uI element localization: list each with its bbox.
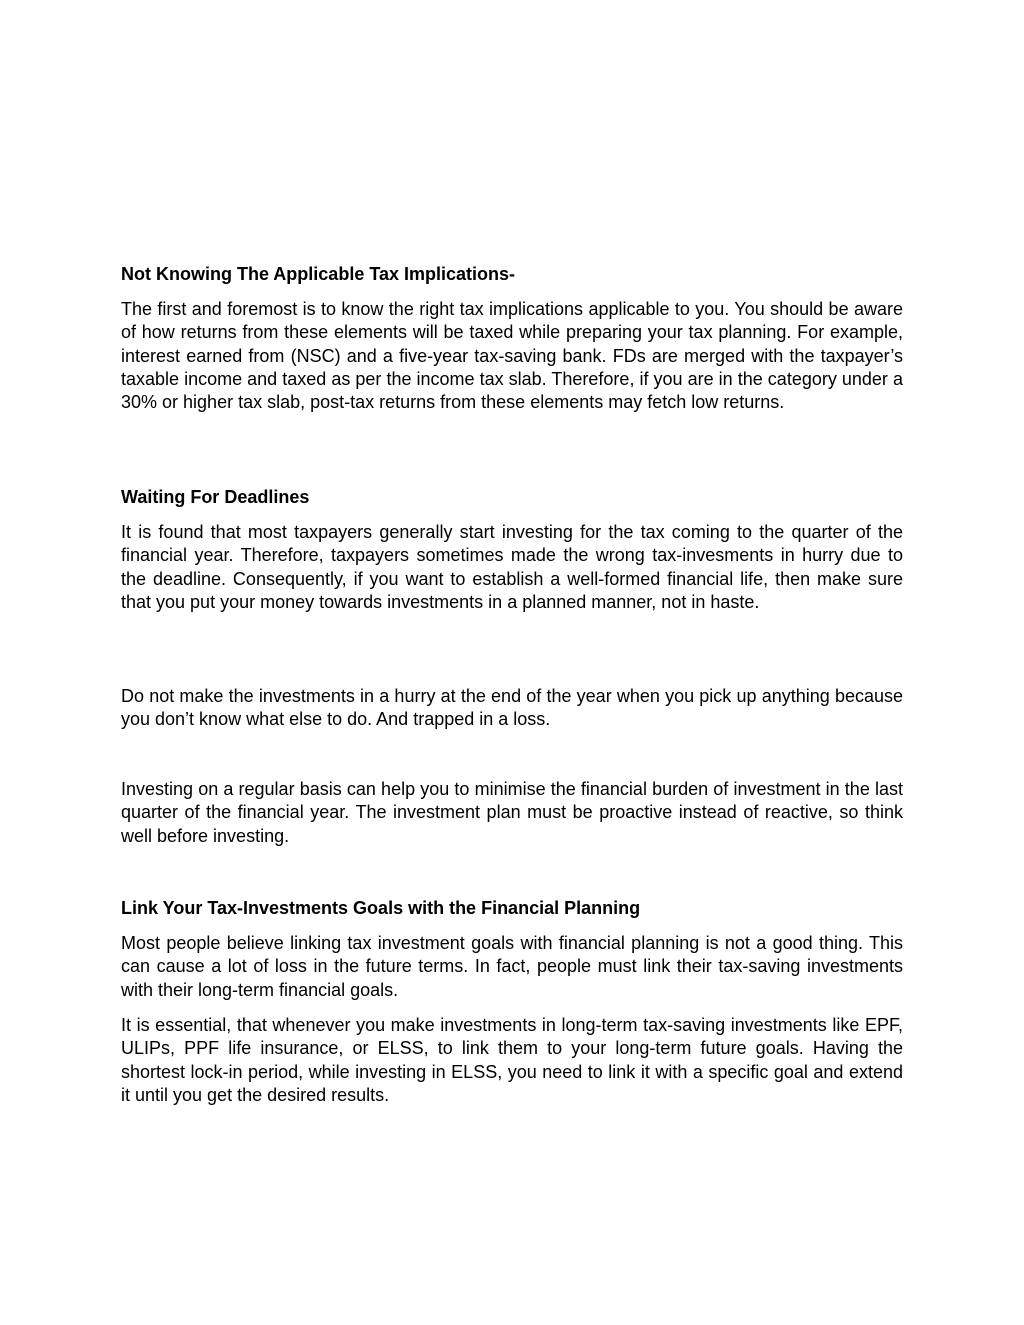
paragraph-tax-implications: The first and foremost is to know the right tax implications applicable to you. You should be aware of how returns from these elements will be taxed while preparing your tax planning. For example, interest earned from (NSC) and a five-year tax-saving bank. FDs are merged with the taxpayer’s taxable income and taxed as per the income tax slab. Therefore, if you are in the category under a 30% or higher tax slab, post-tax returns from these elements may fetch low returns. [121, 299, 903, 413]
section-heading-link-goals: Link Your Tax-Investments Goals with the Financial Planning [121, 898, 641, 918]
section-heading-deadlines: Waiting For Deadlines [121, 487, 310, 507]
paragraph-deadlines-2: Do not make the investments in a hurry at the end of the year when you pick up anything because you don’t know what else to do. And trapped in a loss. [121, 686, 903, 730]
paragraph-link-goals-1: Most people believe linking tax investment goals with financial planning is not a good thing. This can cause a lot of loss in the future terms. In fact, people must link their tax-saving investments with their long-term financial goals. [121, 933, 903, 1000]
section-heading-tax-implications: Not Knowing The Applicable Tax Implications- [121, 264, 516, 284]
paragraph-deadlines-1: It is found that most taxpayers generally start investing for the tax coming to the quarter of the financial year. Therefore, taxpayers sometimes made the wrong tax-invesments in hurry due to the deadline. Consequently, if you want to establish a well-formed financial life, then make sure that you put your money towards investments in a planned manner, not in haste. [121, 522, 903, 612]
paragraph-link-goals-2: It is essential, that whenever you make investments in long-term tax-saving investments like EPF, ULIPs, PPF life insurance, or ELSS, to link them to your long-term future goals. Having the shortest lock-in period, while investing in ELSS, you need to link it with a specific goal and extend it until you get the desired results. [121, 1015, 903, 1105]
paragraph-deadlines-3: Investing on a regular basis can help you to minimise the financial burden of investment in the last quarter of the financial year. The investment plan must be proactive instead of reactive, so think well before investing. [121, 779, 903, 846]
